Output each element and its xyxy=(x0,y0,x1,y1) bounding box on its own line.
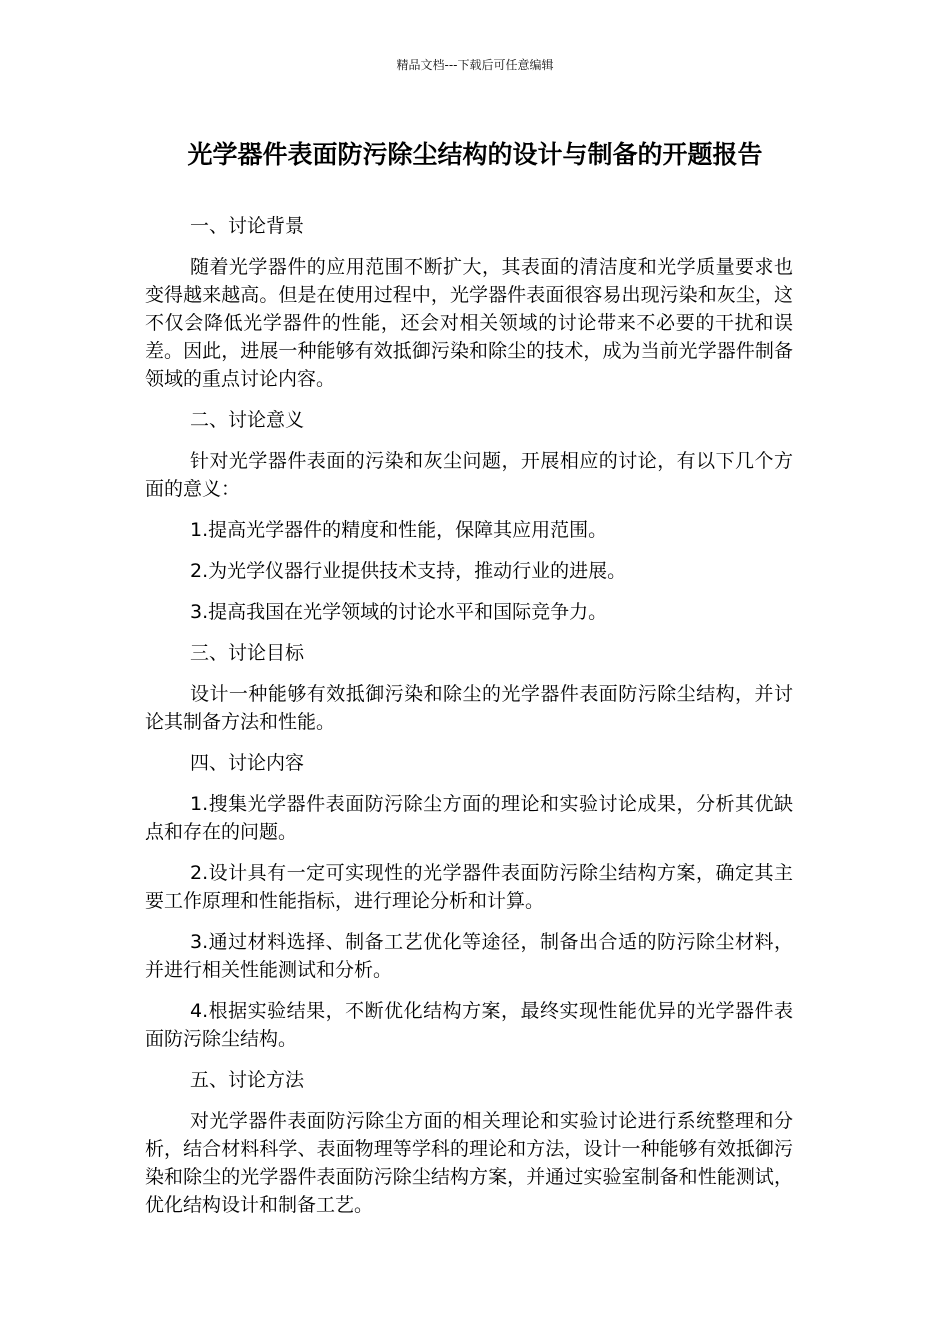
goal-paragraph: 设计一种能够有效抵御污染和除尘的光学器件表面防污除尘结构，并讨论其制备方法和性能。 xyxy=(145,683,793,733)
content-item: 4.根据实验结果，不断优化结构方案，最终实现性能优异的光学器件表面防污除尘结构。 xyxy=(145,1000,793,1050)
significance-item: 3.提高我国在光学领域的讨论水平和国际竞争力。 xyxy=(190,601,608,623)
header-note: 精品文档---下载后可任意编辑 xyxy=(396,58,554,72)
section-heading-content: 四、讨论内容 xyxy=(190,752,305,774)
section-heading-significance: 二、讨论意义 xyxy=(190,409,305,431)
section-heading-goal: 三、讨论目标 xyxy=(190,642,305,664)
significance-item: 1.提高光学器件的精度和性能，保障其应用范围。 xyxy=(190,519,608,541)
content-item: 3.通过材料选择、制备工艺优化等途径，制备出合适的防污除尘材料，并进行相关性能测试和分析。 xyxy=(145,931,793,981)
document-body xyxy=(145,212,793,1232)
document-title: 光学器件表面防污除尘结构的设计与制备的开题报告 xyxy=(187,140,763,169)
content-item: 2.设计具有一定可实现性的光学器件表面防污除尘结构方案，确定其主要工作原理和性能指标，进行理论分析和计算。 xyxy=(145,862,793,912)
significance-intro: 针对光学器件表面的污染和灰尘问题，开展相应的讨论，有以下几个方面的意义： xyxy=(145,450,793,500)
section-heading-method: 五、讨论方法 xyxy=(190,1069,305,1091)
method-paragraph: 对光学器件表面防污除尘方面的相关理论和实验讨论进行系统整理和分析，结合材料科学、表面物理等学科的理论和方法，设计一种能够有效抵御污染和除尘的光学器件表面防污除尘结构方案，并通过实验室制备和性能测试，优化结构设计和制备工艺。 xyxy=(145,1110,793,1216)
section-heading-background: 一、讨论背景 xyxy=(190,215,305,237)
background-paragraph: 随着光学器件的应用范围不断扩大，其表面的清洁度和光学质量要求也变得越来越高。但是在使用过程中，光学器件表面很容易出现污染和灰尘，这不仅会降低光学器件的性能，还会对相关领域的讨论带来不必要的干扰和误差。因此，进展一种能够有效抵御污染和除尘的技术，成为当前光学器件制备领域的重点讨论内容。 xyxy=(145,256,793,390)
content-item: 1.搜集光学器件表面防污除尘方面的理论和实验讨论成果，分析其优缺点和存在的问题。 xyxy=(145,793,793,843)
significance-item: 2.为光学仪器行业提供技术支持，推动行业的进展。 xyxy=(190,560,627,582)
